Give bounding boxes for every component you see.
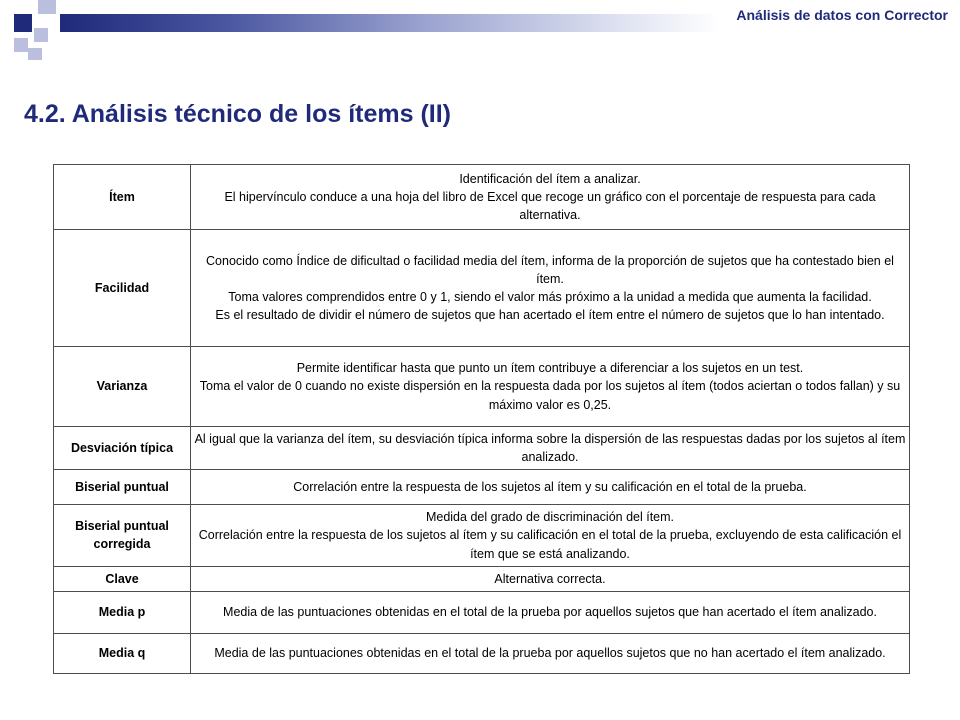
table-row (54, 591, 910, 633)
description-line: Permite identificar hasta que punto un ítem contribuye a diferenciar a los sujetos en un test. (296, 361, 804, 376)
decor-square (38, 0, 56, 14)
decor-square (14, 14, 32, 32)
table-row (54, 230, 910, 347)
table-row (54, 633, 910, 673)
table-row (54, 566, 910, 591)
header-title: Análisis de datos con Corrector (736, 7, 948, 23)
table-row (54, 470, 910, 505)
row-term: Clave (54, 566, 191, 591)
page-title: 4.2. Análisis técnico de los ítems (II) (24, 100, 451, 128)
table-row (54, 347, 910, 427)
description-line: Es el resultado de dividir el número de sujetos que han acertado el ítem entre el número de sujetos que lo han intentado. (215, 308, 885, 323)
row-description (191, 566, 910, 591)
description-line: Correlación entre la respuesta de los sujetos al ítem y su calificación en el total de la prueba, excluyendo de esta calificación el ítem que se está analizando. (198, 528, 902, 561)
row-description (191, 505, 910, 566)
decor-square (14, 38, 28, 52)
row-description (191, 347, 910, 427)
table-row (54, 427, 910, 470)
description-line: Toma valores comprendidos entre 0 y 1, siendo el valor más próximo a la unidad a medida que aumenta la facilidad. (228, 290, 872, 304)
description-line: El hipervínculo conduce a una hoja del libro de Excel que recoge un gráfico con el porcentaje de respuesta para cada alternativa. (224, 189, 876, 223)
description-line: Alternativa correcta. (494, 571, 606, 586)
row-description (191, 427, 910, 470)
description-line: Correlación entre la respuesta de los sujetos al ítem y su calificación en el total de la prueba. (293, 480, 807, 495)
description-line: Toma el valor de 0 cuando no existe dispersión en la respuesta dada por los sujetos al ítem (todos aciertan o todos fallan) y su máximo valor es 0,25. (199, 379, 901, 412)
description-line: Media de las puntuaciones obtenidas en el total de la prueba por aquellos sujetos que han acertado el ítem analizado. (223, 605, 877, 620)
description-line: Al igual que la varianza del ítem, su desviación típica informa sobre la dispersión de las respuestas dadas por los sujetos al ítem analizado. (194, 432, 906, 465)
row-description (191, 633, 910, 673)
row-term: Media q (54, 633, 191, 673)
table-row (54, 165, 910, 230)
row-description (191, 165, 910, 230)
table-body (54, 165, 910, 674)
description-line: Medida del grado de discriminación del ítem. (425, 510, 675, 525)
row-term: Media p (54, 591, 191, 633)
description-line: Media de las puntuaciones obtenidas en el total de la prueba por aquellos sujetos que no han acertado el ítem analizado. (214, 646, 886, 661)
decor-square (28, 48, 42, 60)
row-term: Ítem (54, 165, 191, 230)
row-description (191, 591, 910, 633)
decor-square (34, 28, 48, 42)
row-term: Desviación típica (54, 427, 191, 470)
description-line: Conocido como Índice de dificultad o facilidad media del ítem, informa de la proporción de sujetos que ha contestado bien el ítem. (206, 253, 894, 286)
row-description (191, 230, 910, 347)
header-band (60, 14, 720, 32)
row-term: Biserial puntual (54, 470, 191, 505)
row-term: Facilidad (54, 230, 191, 347)
row-term: Biserial puntual corregida (54, 505, 191, 566)
table-row (54, 505, 910, 566)
row-term: Varianza (54, 347, 191, 427)
row-description (191, 470, 910, 505)
description-line: Identificación del ítem a analizar. (459, 171, 641, 186)
item-analysis-table (53, 164, 910, 674)
